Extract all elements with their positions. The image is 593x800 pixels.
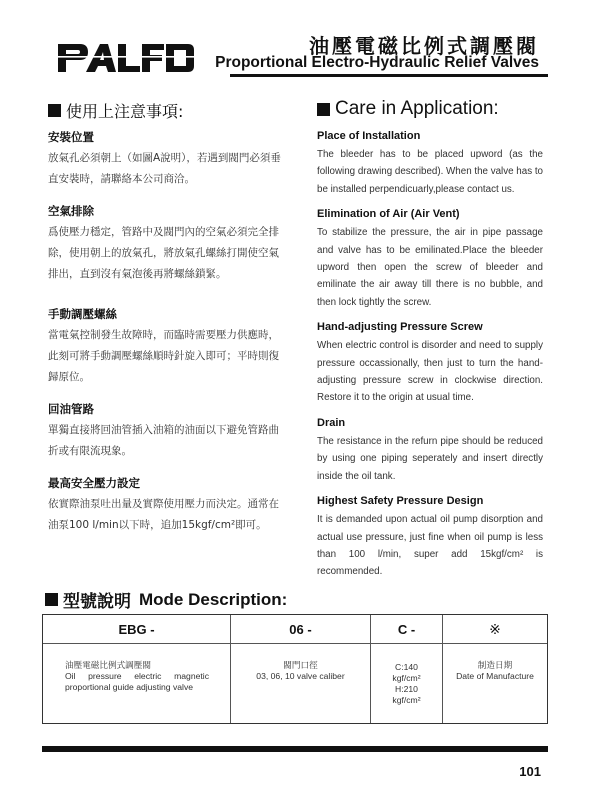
en-item-title: Place of Installation bbox=[317, 130, 421, 142]
cn-section-heading: 使用上注意事項: bbox=[48, 99, 183, 122]
mode-column bbox=[231, 615, 371, 723]
footer-rule bbox=[42, 746, 548, 752]
mode-desc: C:140 kgf/cm² H:210 kgf/cm² bbox=[392, 662, 421, 705]
cn-notes bbox=[48, 126, 288, 536]
mode-code: EBG - bbox=[43, 615, 230, 644]
mode-code: ※ bbox=[443, 615, 547, 644]
mode-heading: 型號說明 Mode Description: bbox=[45, 587, 287, 612]
mode-table bbox=[42, 614, 548, 724]
en-section-heading: Care in Application: bbox=[317, 98, 499, 120]
mode-column bbox=[371, 615, 443, 723]
en-item-body: The resistance in the refurn pipe should be reduced by using one piping seperately and insert directly inside the oil tank. bbox=[317, 435, 543, 482]
cn-item-title: 手動調壓螺絲 bbox=[48, 307, 117, 321]
title-english: Proportional Electro-Hydraulic Relief Valves bbox=[215, 54, 539, 71]
title-chinese: 油壓電磁比例式調壓閥 bbox=[309, 34, 539, 58]
en-item-title: Highest Safety Pressure Design bbox=[317, 495, 484, 508]
mode-desc: 油壓電磁比例式調壓閥 Oil pressure electric magnetic proportional guide adjusting valve bbox=[65, 660, 209, 692]
en-item-body: It is demanded upon actual oil pump disorption and actual use pressure, just fine when oil pump is less than 100 l/min, super add 15kgf/cm² is recommended. bbox=[317, 514, 543, 578]
cn-item-title: 最高安全壓力設定 bbox=[48, 476, 140, 490]
palfor-logo bbox=[56, 40, 202, 74]
cn-item-body: 當電氣控制發生故障時，而臨時需要壓力供應時，此刻可將手動調壓螺絲順時針旋入即可；平時則復歸原位。 bbox=[48, 329, 279, 383]
cn-item-body: 放氣孔必須朝上（如圖A說明），若遇到閥門必須垂直安裝時，請聯絡本公司商洽。 bbox=[48, 152, 281, 185]
header-rule bbox=[230, 74, 548, 77]
cn-item-body: 單獨直接將回油管插入油箱的油面以下避免管路曲折或有限流現象。 bbox=[48, 424, 279, 457]
mode-column bbox=[443, 615, 547, 723]
en-item-title: Drain bbox=[317, 416, 346, 429]
en-notes bbox=[317, 128, 543, 581]
mode-code: 06 - bbox=[231, 615, 370, 644]
cn-item-title: 空氣排除 bbox=[48, 204, 94, 218]
mode-desc: 制造日期 Date of Manufacture bbox=[456, 660, 534, 681]
en-item-title: Hand-adjusting Pressure Screw bbox=[317, 321, 483, 334]
bullet-square-icon bbox=[45, 593, 58, 606]
cn-item-title: 回油管路 bbox=[48, 402, 94, 416]
cn-item-body: 爲使壓力穩定，管路中及閥門內的空氣必須完全排除，使用朝上的放氣孔，將放氣孔螺絲打開使空氣排出，直到沒有氣泡後再將螺絲鎖緊。 bbox=[48, 226, 279, 280]
mode-code: C - bbox=[371, 615, 442, 644]
mode-desc: 閥門口徑 03, 06, 10 valve caliber bbox=[256, 660, 345, 681]
mode-column bbox=[43, 615, 231, 723]
en-item-body: The bleeder has to be placed upword (as the following drawing described). When the valve has to be installed perpendicuarly,please contact us. bbox=[317, 149, 543, 195]
cn-item-body: 依實際油泵吐出量及實際使用壓力而決定。通常在油泵100 l/min以下時，追加15kgf/cm²即可。 bbox=[48, 498, 279, 531]
page-number: 101 bbox=[519, 764, 541, 779]
en-item-body: To stabilize the pressure, the air in pipe passage and valve has to be emilinated.Place the bleeder upword then open the screw of bleeder and emilinate the air away till there is no bubble, and then lock tightly the screw. bbox=[317, 227, 543, 308]
en-item-title: Elimination of Air (Air Vent) bbox=[317, 208, 460, 221]
bullet-square-icon bbox=[48, 104, 61, 117]
cn-item-title: 安裝位置 bbox=[48, 130, 94, 144]
en-item-body: When electric control is disorder and need to supply pressure occassionally, then just to turn the hand-adjusting pressure screw in clockwise direction. Restore it to the origin at usual time. bbox=[317, 340, 543, 404]
bullet-square-icon bbox=[317, 103, 330, 116]
